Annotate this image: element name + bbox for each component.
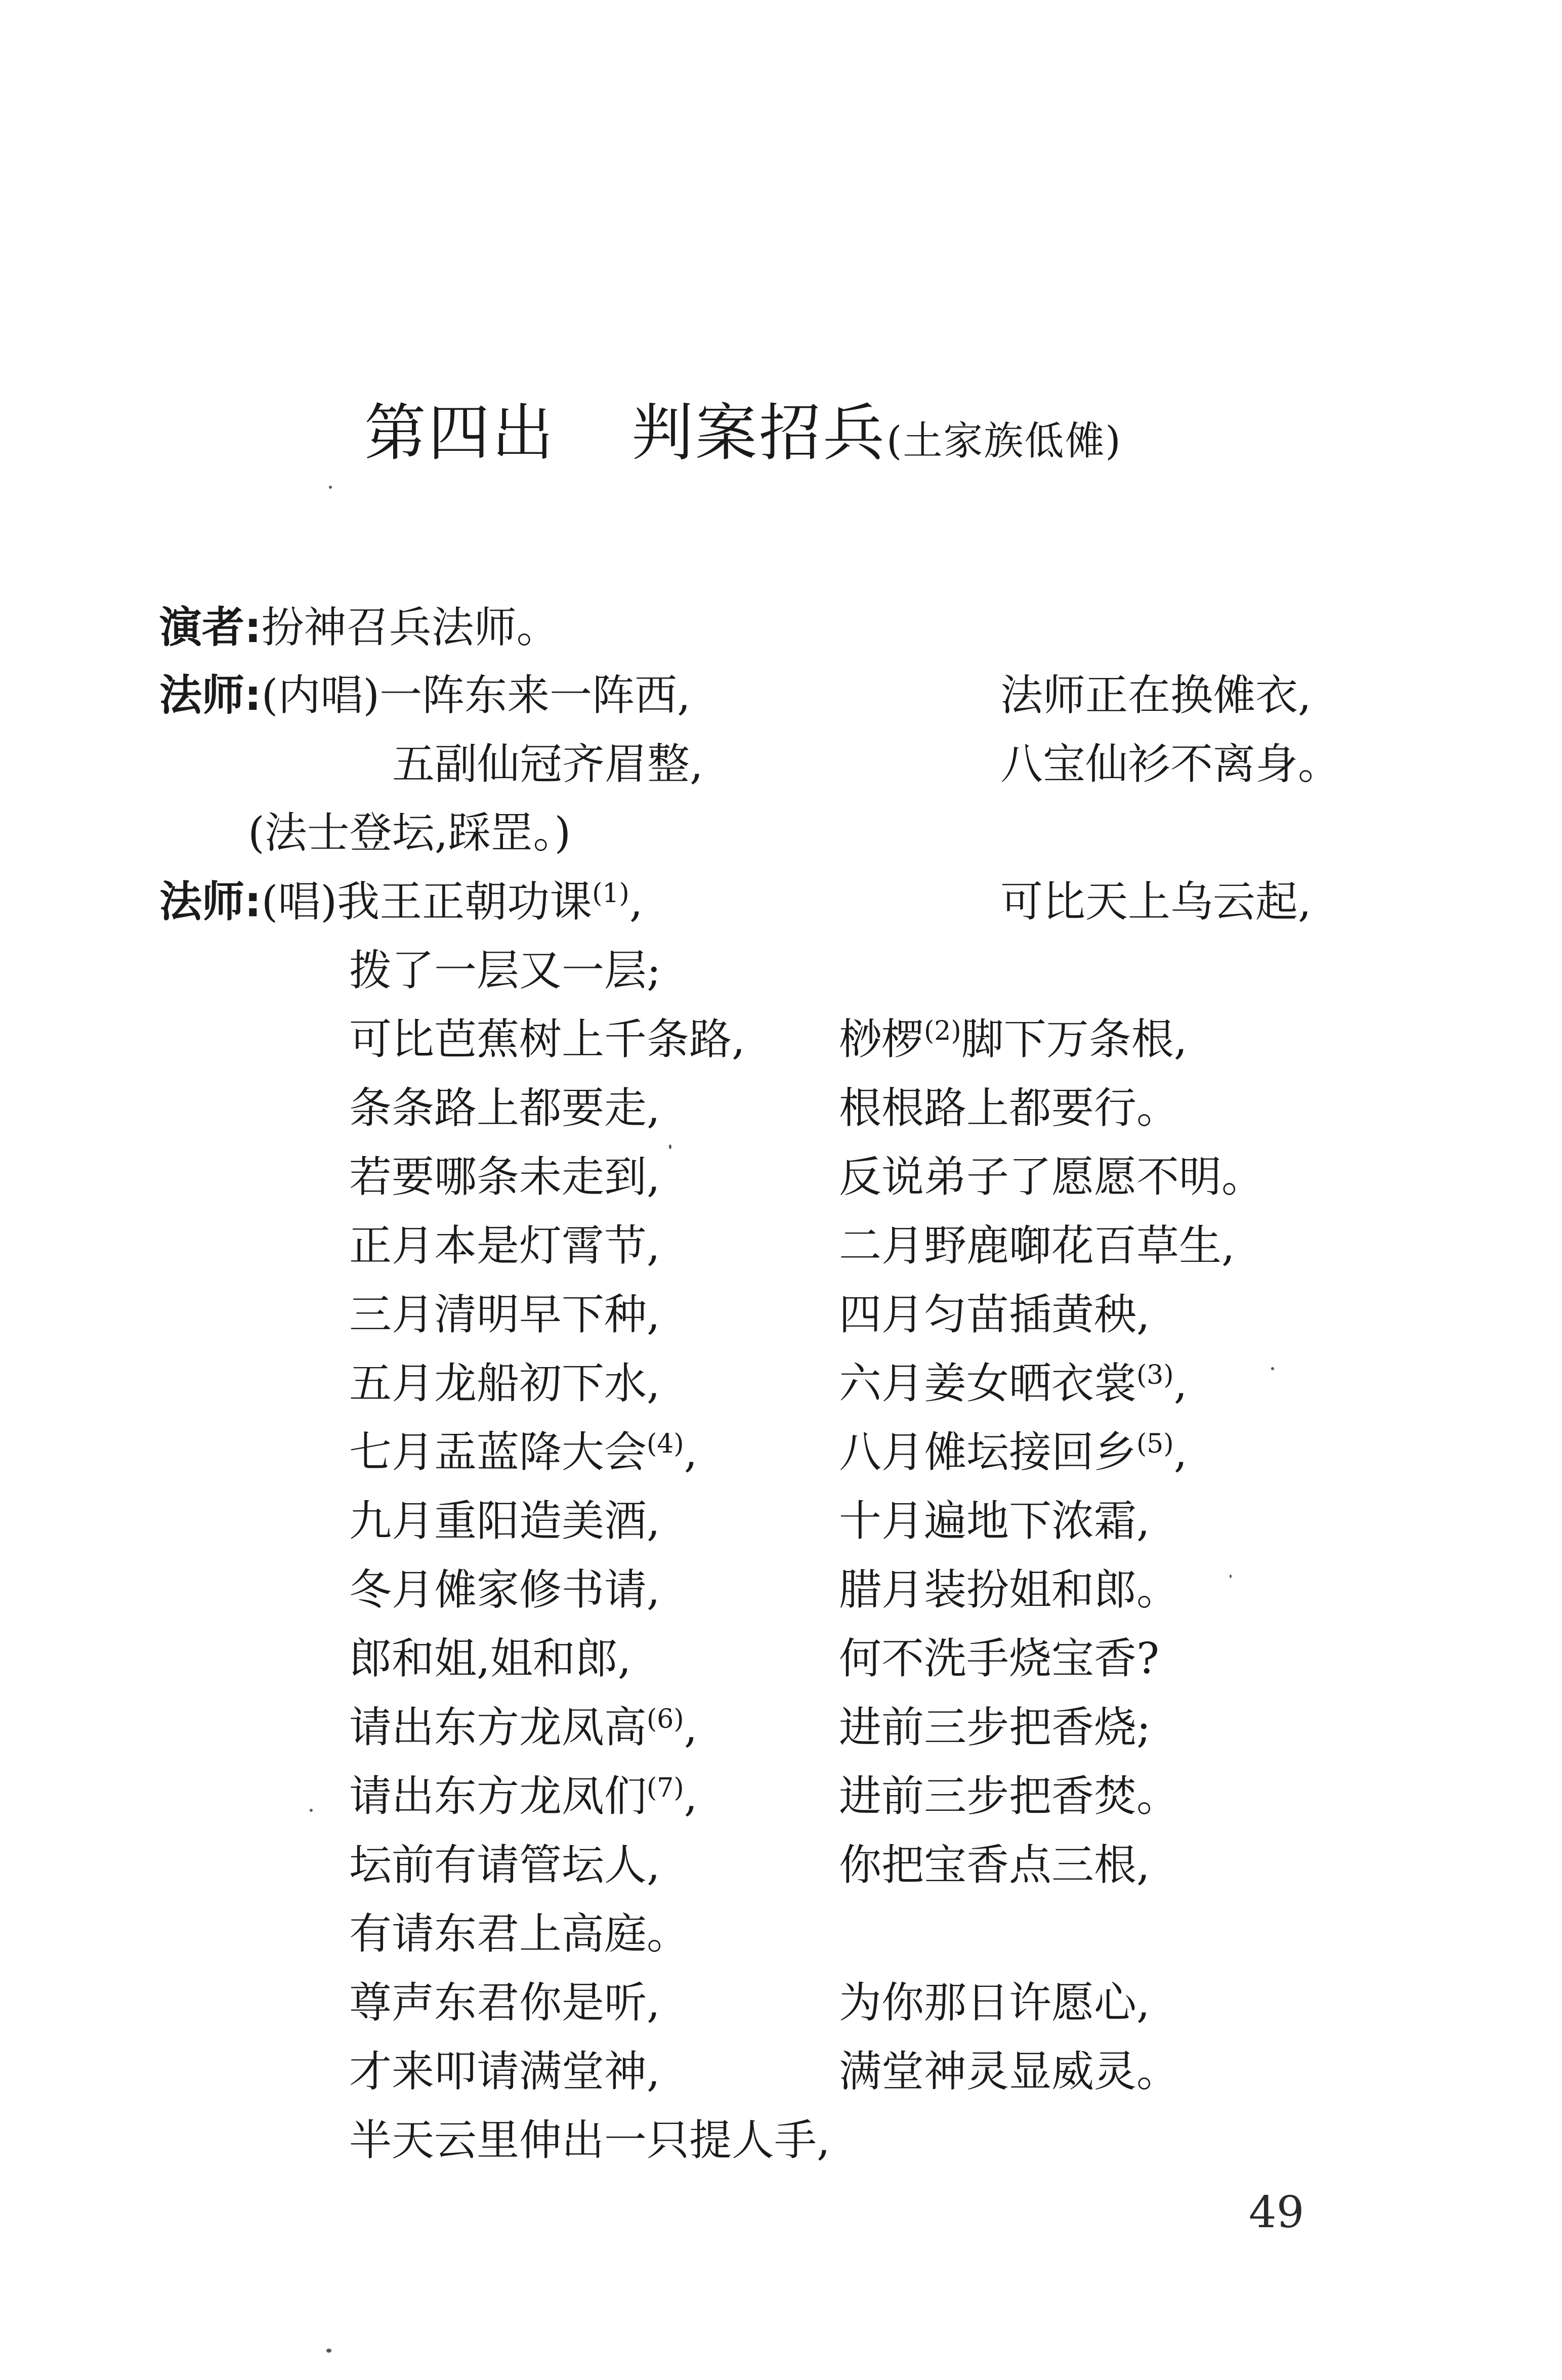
verse-left: 请出东方龙凤们$^{(7)}$, <box>349 1771 698 1821</box>
footnote-marker: (4) <box>647 1429 684 1459</box>
verse-left: 有请东君上高庭。 <box>349 1909 690 1959</box>
verse-left: 条条路上都要走, <box>349 1083 660 1133</box>
verse-left: (法士登坛,踩罡。) <box>248 808 571 858</box>
verse-left: 九月重阳造美酒, <box>349 1496 660 1546</box>
verse-right: 满堂神灵显威灵。 <box>839 2047 1179 2096</box>
footnote-marker: (2) <box>924 1016 961 1046</box>
verse-right: 十月遍地下浓霜, <box>839 1496 1150 1546</box>
scan-speck <box>326 2349 331 2353</box>
verse-left: 五副仙冠齐眉整, <box>392 739 703 789</box>
verse-right: 根根路上都要行。 <box>839 1083 1179 1133</box>
verse-left: 请出东方龙凤高$^{(6)}$, <box>349 1703 698 1752</box>
verse-right: 你把宝香点三根, <box>839 1840 1150 1890</box>
verse-left: 坛前有请管坛人, <box>349 1840 660 1890</box>
verse-left: 可比芭蕉树上千条路, <box>349 1014 745 1064</box>
verse-right: 何不洗手烧宝香? <box>839 1634 1160 1683</box>
footnote-marker: (5) <box>1136 1429 1174 1459</box>
verse-right: 八宝仙衫不离身。 <box>1000 739 1341 789</box>
verse-right: 腊月装扮姐和郎。 <box>839 1565 1179 1614</box>
scan-speck <box>1271 1367 1274 1370</box>
verse-right: 为你那日许愿心, <box>839 1978 1150 2027</box>
verse-right: 八月傩坛接回乡$^{(5)}$, <box>839 1427 1188 1477</box>
verse-left: 五月龙船初下水, <box>349 1358 660 1408</box>
verse-right: 六月姜女晒衣裳$^{(3)}$, <box>839 1358 1188 1408</box>
speaker-label: 法师: <box>159 670 262 720</box>
verse-right: 进前三步把香焚。 <box>839 1771 1179 1821</box>
verse-left: 法师:(唱)我王正朝功课$^{(1)}$, <box>159 877 643 926</box>
footnote-marker: (1) <box>592 878 629 909</box>
footnote-marker: (3) <box>1136 1360 1174 1390</box>
verse-left: 拨了一层又一层; <box>349 946 661 995</box>
verse-left: 才来叩请满堂神, <box>349 2047 660 2096</box>
speaker-label: 演者: <box>159 603 262 652</box>
verse-right: 四月匀苗插黄秧, <box>839 1290 1150 1339</box>
verse-right: 二月野鹿啣花百草生, <box>839 1221 1235 1270</box>
footnote-marker: (6) <box>647 1704 684 1734</box>
performer-description: 扮神召兵法师。 <box>261 603 559 652</box>
verse-left: 若要哪条未走到, <box>349 1152 660 1202</box>
scan-speck <box>669 1144 671 1149</box>
verse-left: 半天云里伸出一只提人手, <box>349 2115 830 2165</box>
verse-left: 法师:(内唱)一阵东来一阵西, <box>159 670 691 720</box>
verse-left: 尊声东君你是听, <box>349 1978 660 2027</box>
verse-right: 进前三步把香烧; <box>839 1703 1151 1752</box>
page-number: 49 <box>1249 2187 1304 2238</box>
verse-left: 三月清明早下种, <box>349 1290 660 1339</box>
verse-right: 可比天上乌云起, <box>1000 877 1312 926</box>
speaker-label: 法师: <box>159 877 262 926</box>
chapter-subtitle: (土家族低傩) <box>886 418 1122 464</box>
verse-left: 冬月傩家修书请, <box>349 1565 660 1614</box>
verse-right: 桫椤$^{(2)}$脚下万条根, <box>839 1014 1188 1064</box>
scan-speck <box>310 1809 313 1812</box>
scan-speck <box>329 486 332 489</box>
verse-right: 反说弟子了愿愿不明。 <box>839 1152 1264 1202</box>
footnote-marker: (7) <box>647 1773 684 1803</box>
verse-left: 七月盂蓝降大会$^{(4)}$, <box>349 1427 698 1477</box>
chapter-number: 第四出 <box>364 397 556 469</box>
scan-speck <box>1230 1575 1232 1578</box>
verse-left: 正月本是灯霄节, <box>349 1221 660 1270</box>
chapter-title <box>364 397 1122 469</box>
verse-right: 法师正在换傩衣, <box>1000 670 1312 720</box>
verse-left: 郎和姐,姐和郎, <box>349 1634 631 1683</box>
chapter-name: 判案招兵 <box>631 397 886 469</box>
performer-line <box>159 603 559 652</box>
